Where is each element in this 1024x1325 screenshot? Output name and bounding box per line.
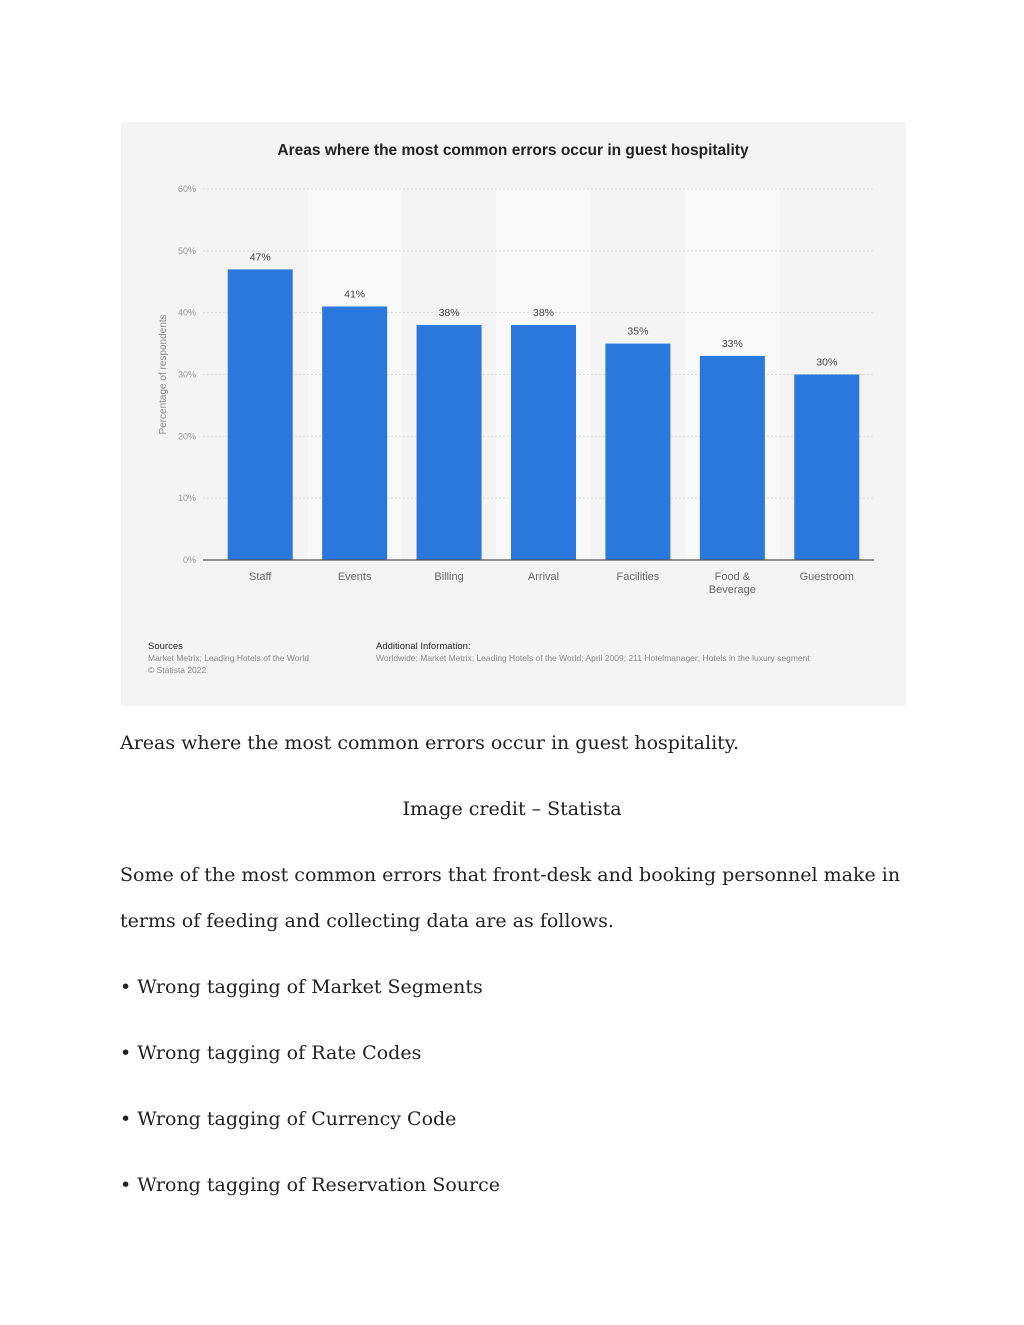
bar	[700, 356, 765, 560]
chart-panel	[121, 122, 906, 706]
additional-info-text: Worldwide; Market Metrix; Leading Hotels of the World; April 2009; 211 Hotelmanager; Hotels in the luxury segment	[376, 653, 810, 663]
bar-value-label: 47%	[249, 251, 271, 264]
chart-caption: Areas where the most common errors occur in guest hospitality.	[120, 732, 740, 754]
bullet-currency-code: • Wrong tagging of Currency Code	[120, 1108, 457, 1130]
bar	[511, 325, 576, 560]
y-tick-label: 20%	[177, 431, 196, 442]
y-axis-label: Percentage of respondents	[158, 314, 169, 435]
bar	[322, 306, 387, 560]
bar	[605, 344, 670, 560]
intro-line-1: Some of the most common errors that front-desk and booking personnel make in	[120, 864, 901, 886]
image-credit: Image credit – Statista	[402, 798, 622, 820]
x-tick-label: Arrival	[527, 571, 560, 583]
bullet-market-segments: • Wrong tagging of Market Segments	[120, 976, 483, 998]
bar	[228, 269, 293, 560]
y-tick-label: 50%	[177, 245, 196, 256]
y-tick-label: 30%	[177, 369, 196, 380]
bar-value-label: 41%	[344, 288, 366, 301]
x-tick-label: Beverage	[708, 584, 756, 596]
y-tick-label: 60%	[177, 184, 196, 194]
bar-value-label: 35%	[627, 325, 649, 338]
y-tick-label: 0%	[182, 555, 196, 565]
x-tick-label: Food &	[714, 571, 751, 583]
x-tick-label: Events	[337, 571, 372, 583]
bar	[794, 375, 859, 561]
additional-info-heading: Additional Information:	[376, 641, 471, 652]
y-tick-label: 10%	[177, 493, 196, 504]
bullet-reservation-source: • Wrong tagging of Reservation Source	[120, 1174, 500, 1196]
bar-value-label: 33%	[721, 337, 743, 350]
chart-title: Areas where the most common errors occur in guest hospitality	[277, 142, 749, 159]
bar-value-label: 30%	[816, 356, 838, 369]
bullet-rate-codes: • Wrong tagging of Rate Codes	[120, 1042, 422, 1064]
x-tick-label: Staff	[248, 571, 272, 583]
sources-heading: Sources	[148, 641, 183, 652]
copyright-text: © Statista 2022	[148, 665, 207, 675]
bar-chart	[121, 122, 906, 706]
sources-text: Market Metrix; Leading Hotels of the World	[148, 653, 309, 663]
bar-value-label: 38%	[532, 307, 555, 320]
bar	[417, 325, 482, 560]
bar-value-label: 38%	[438, 307, 460, 320]
x-tick-label: Facilities	[616, 571, 660, 583]
y-tick-label: 40%	[177, 307, 196, 318]
x-tick-label: Guestroom	[799, 571, 854, 583]
intro-line-2: terms of feeding and collecting data are as follows.	[120, 910, 614, 932]
x-tick-label: Billing	[434, 571, 464, 583]
